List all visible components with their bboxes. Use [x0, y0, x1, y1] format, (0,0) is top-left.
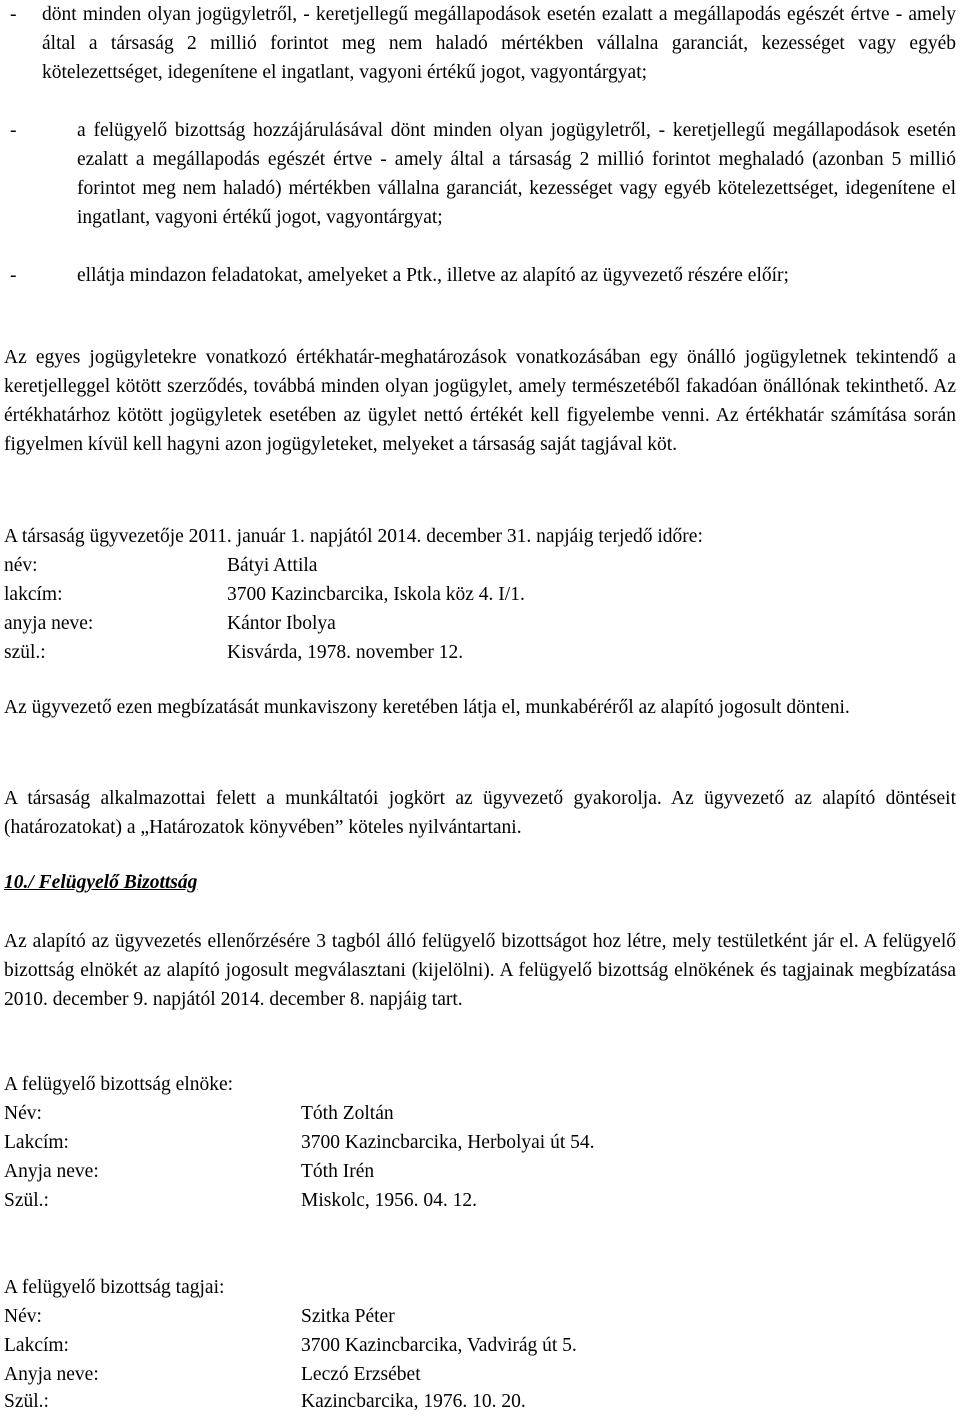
- field-value: Bátyi Attila: [227, 555, 318, 576]
- paragraph-employer-rights: A társaság alkalmazottai felett a munkáltatói jogkört az ügyvezető gyakorolja. Az ügyvezető az alapító döntéseit (határozatokat) a „Határozatok könyvében” köteles nyilvántartani.: [4, 788, 956, 838]
- list-dash: -: [10, 265, 17, 286]
- field-value: Kisvárda, 1978. november 12.: [227, 642, 464, 663]
- field-value: 3700 Kazincbarcika, Vadvirág út 5.: [301, 1335, 577, 1356]
- field-value: Miskolc, 1956. 04. 12.: [301, 1190, 478, 1211]
- field-label: Anyja neve:: [4, 1161, 99, 1182]
- member-row-address: [4, 1331, 956, 1360]
- field-value: Kazincbarcika, 1976. 10. 20.: [301, 1391, 526, 1412]
- field-value: 3700 Kazincbarcika, Herbolyai út 54.: [301, 1132, 595, 1153]
- field-label: lakcím:: [4, 584, 63, 605]
- field-value: Kántor Ibolya: [227, 613, 336, 634]
- field-label: szül.:: [4, 642, 46, 663]
- manager-row-name: [4, 551, 956, 580]
- list-dash: -: [10, 4, 17, 25]
- list-item: [4, 0, 956, 87]
- field-value: Szitka Péter: [301, 1306, 395, 1327]
- paragraph-employment: Az ügyvezető ezen megbízatását munkaviszony keretében látja el, munkabéréről az alapító jogosult dönteni.: [4, 697, 850, 718]
- paragraph-board: Az alapító az ügyvezetés ellenőrzésére 3 tagból álló felügyelő bizottságot hoz létre, mely testületként jár el. A felügyelő bizottság elnökét az alapító jogosult megválasztani (kijelölni). A felügyelő bizottság elnökének és tagjainak megbízatása 2010. december 9. napjától 2014. december 8. napjáig tart.: [4, 931, 956, 1010]
- field-value: Tóth Irén: [301, 1161, 375, 1182]
- chair-row-address: [4, 1128, 956, 1157]
- section-heading: [4, 868, 956, 897]
- field-label: Lakcím:: [4, 1132, 69, 1153]
- field-label: Anyja neve:: [4, 1364, 99, 1385]
- chair-row-birth: [4, 1186, 956, 1215]
- field-value: Tóth Zoltán: [301, 1103, 394, 1124]
- field-value: 3700 Kazincbarcika, Iskola köz 4. I/1.: [227, 584, 525, 605]
- list-item-text: dönt minden olyan jogügyletről, - keretjellegű megállapodások esetén ezalatt a megállapodás egészét értve - amely által a társaság 2 millió forintot meg nem haladó mértékben vállalna garanciát, kezességet vagy egyéb kötelezettséget, idegenítene el ingatlant, vagyoni értékű jogot, vagyontárgyat;: [42, 4, 956, 83]
- board-members-title: A felügyelő bizottság tagjai:: [4, 1277, 225, 1298]
- field-label: Szül.:: [4, 1190, 49, 1211]
- list-item: [4, 116, 956, 232]
- field-label: Név:: [4, 1103, 42, 1124]
- field-label: Szül.:: [4, 1391, 49, 1412]
- member-row-mother: [4, 1360, 956, 1389]
- field-label: anyja neve:: [4, 613, 94, 634]
- chair-row-name: [4, 1099, 956, 1128]
- paragraph-value-limits: Az egyes jogügyletekre vonatkozó értékhatár-meghatározások vonatkozásában egy önálló jogügyletnek tekintendő a keretjelleggel kötött szerződés, továbbá minden olyan jogügylet, amely természetéből fakadóan önállónak tekinthető. Az értékhatárhoz kötött jogügyletek esetében az ügylet nettó értékét kell figyelembe venni. Az értékhatár számítása során figyelmen kívül kell hagyni azon jogügyleteket, melyeket a társaság saját tagjával köt.: [4, 347, 956, 455]
- list-item-text: a felügyelő bizottság hozzájárulásával dönt minden olyan jogügyletről, - keretjellegű megállapodások esetén ezalatt a megállapodás egészét értve - amely által a társaság 2 millió forintot meghaladó (azonban 5 millió forintot meg nem haladó) mértékben vállalna garanciát, kezességet vagy egyéb kötelezettséget, idegenítene el ingatlant, vagyoni értékű jogot, vagyontárgyat;: [77, 120, 956, 228]
- manager-intro: A társaság ügyvezetője 2011. január 1. napjától 2014. december 31. napjáig terjedő időre:: [4, 526, 703, 547]
- member-row-birth: [4, 1387, 956, 1416]
- list-dash: -: [10, 120, 17, 141]
- member-row-name: [4, 1302, 956, 1331]
- field-value: Leczó Erzsébet: [301, 1364, 421, 1385]
- field-label: Lakcím:: [4, 1335, 69, 1356]
- manager-row-birth: [4, 638, 956, 667]
- chair-row-mother: [4, 1157, 956, 1186]
- list-item-text: ellátja mindazon feladatokat, amelyeket a Ptk., illetve az alapító az ügyvezető részére előír;: [77, 265, 789, 286]
- field-label: név:: [4, 555, 38, 576]
- section-heading-text: 10./ Felügyelő Bizottság: [4, 872, 198, 893]
- manager-row-address: [4, 580, 956, 609]
- board-chair-title: A felügyelő bizottság elnöke:: [4, 1074, 234, 1095]
- manager-row-mother: [4, 609, 956, 638]
- list-item: [4, 261, 956, 290]
- field-label: Név:: [4, 1306, 42, 1327]
